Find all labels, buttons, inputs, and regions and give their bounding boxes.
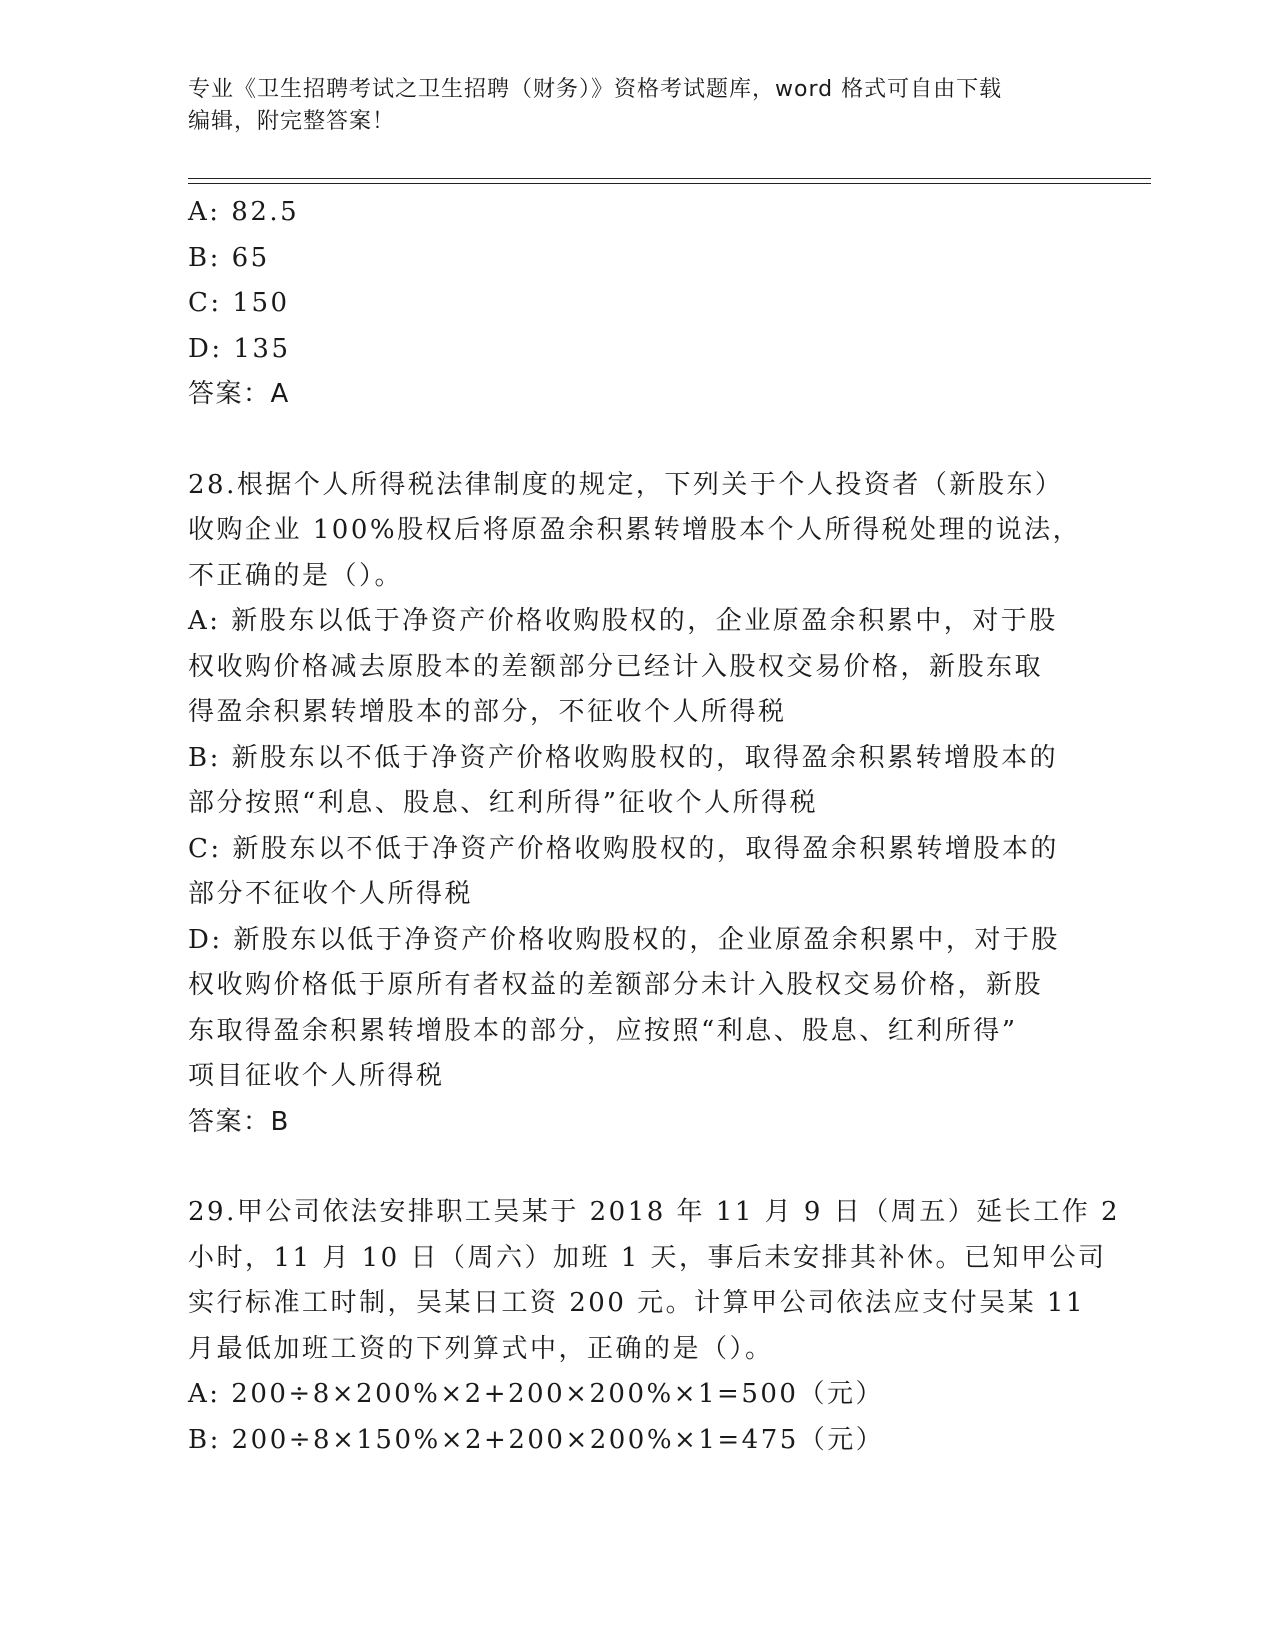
header-divider-top <box>188 178 1151 179</box>
answer-label: 答案：A <box>188 379 290 409</box>
answer-label: 答案：B <box>188 1106 290 1137</box>
header-divider-bottom <box>188 183 1151 184</box>
option-d: D: 135 <box>188 333 291 364</box>
question-29 <box>188 1190 1121 1463</box>
document-body <box>188 190 1121 1463</box>
option-d: D: 新股东以低于净资产价格收购股权的，企业原盈余积累中，对于股 <box>188 924 1060 955</box>
option-b: B: 65 <box>188 242 270 273</box>
option-b: B: 新股东以不低于净资产价格收购股权的，取得盈余积累转增股本的 <box>188 742 1059 773</box>
question-stem-line: 月最低加班工资的下列算式中，正确的是（）。 <box>188 1333 774 1364</box>
option-c: C: 150 <box>188 288 290 318</box>
question-28 <box>188 463 1088 1146</box>
header-line-1: 专业《卫生招聘考试之卫生招聘（财务）》资格考试题库，word 格式可自由下载 <box>188 77 1003 102</box>
question-stem-line: 29.甲公司依法安排职工吴某于 2018 年 11 月 9 日（周五）延长工作 2 <box>188 1197 1121 1227</box>
question-stem-line: 不正确的是（）。 <box>188 560 404 591</box>
prev-question <box>188 190 1088 418</box>
question-stem-line: 实行标准工时制，吴某日工资 200 元。计算甲公司依法应支付吴某 11 <box>188 1288 1086 1318</box>
option-d-cont: 权收购价格低于原所有者权益的差额部分未计入股权交易价格，新股 <box>188 970 1044 1000</box>
option-b: B: 200÷8×150%×2+200×200%×1=475（元） <box>188 1424 885 1455</box>
document-header <box>188 74 1088 138</box>
option-c-cont: 部分不征收个人所得税 <box>188 879 474 909</box>
option-a: A: 200÷8×200%×2+200×200%×1=500（元） <box>188 1379 884 1409</box>
question-stem-line: 收购企业 100%股权后将原盈余积累转增股本个人所得税处理的说法， <box>188 515 1082 545</box>
option-a: A: 82.5 <box>188 197 300 227</box>
option-a: A: 新股东以低于净资产价格收购股权的，企业原盈余积累中，对于股 <box>188 606 1058 636</box>
option-c: C: 新股东以不低于净资产价格收购股权的，取得盈余积累转增股本的 <box>188 833 1059 864</box>
question-stem-line: 小时，11 月 10 日（周六）加班 1 天，事后未安排其补休。已知甲公司 <box>188 1242 1107 1273</box>
option-a-cont: 得盈余积累转增股本的部分，不征收个人所得税 <box>188 697 787 727</box>
header-line-2: 编辑，附完整答案！ <box>188 109 396 134</box>
option-d-cont: 东取得盈余积累转增股本的部分，应按照“利息、股息、红利所得” <box>188 1015 1018 1046</box>
option-d-cont: 项目征收个人所得税 <box>188 1061 445 1091</box>
option-b-cont: 部分按照“利息、股息、红利所得”征收个人所得税 <box>188 788 819 818</box>
question-stem-line: 28.根据个人所得税法律制度的规定，下列关于个人投资者（新股东） <box>188 469 1064 500</box>
option-a-cont: 权收购价格减去原股本的差额部分已经计入股权交易价格，新股东取 <box>188 651 1044 682</box>
